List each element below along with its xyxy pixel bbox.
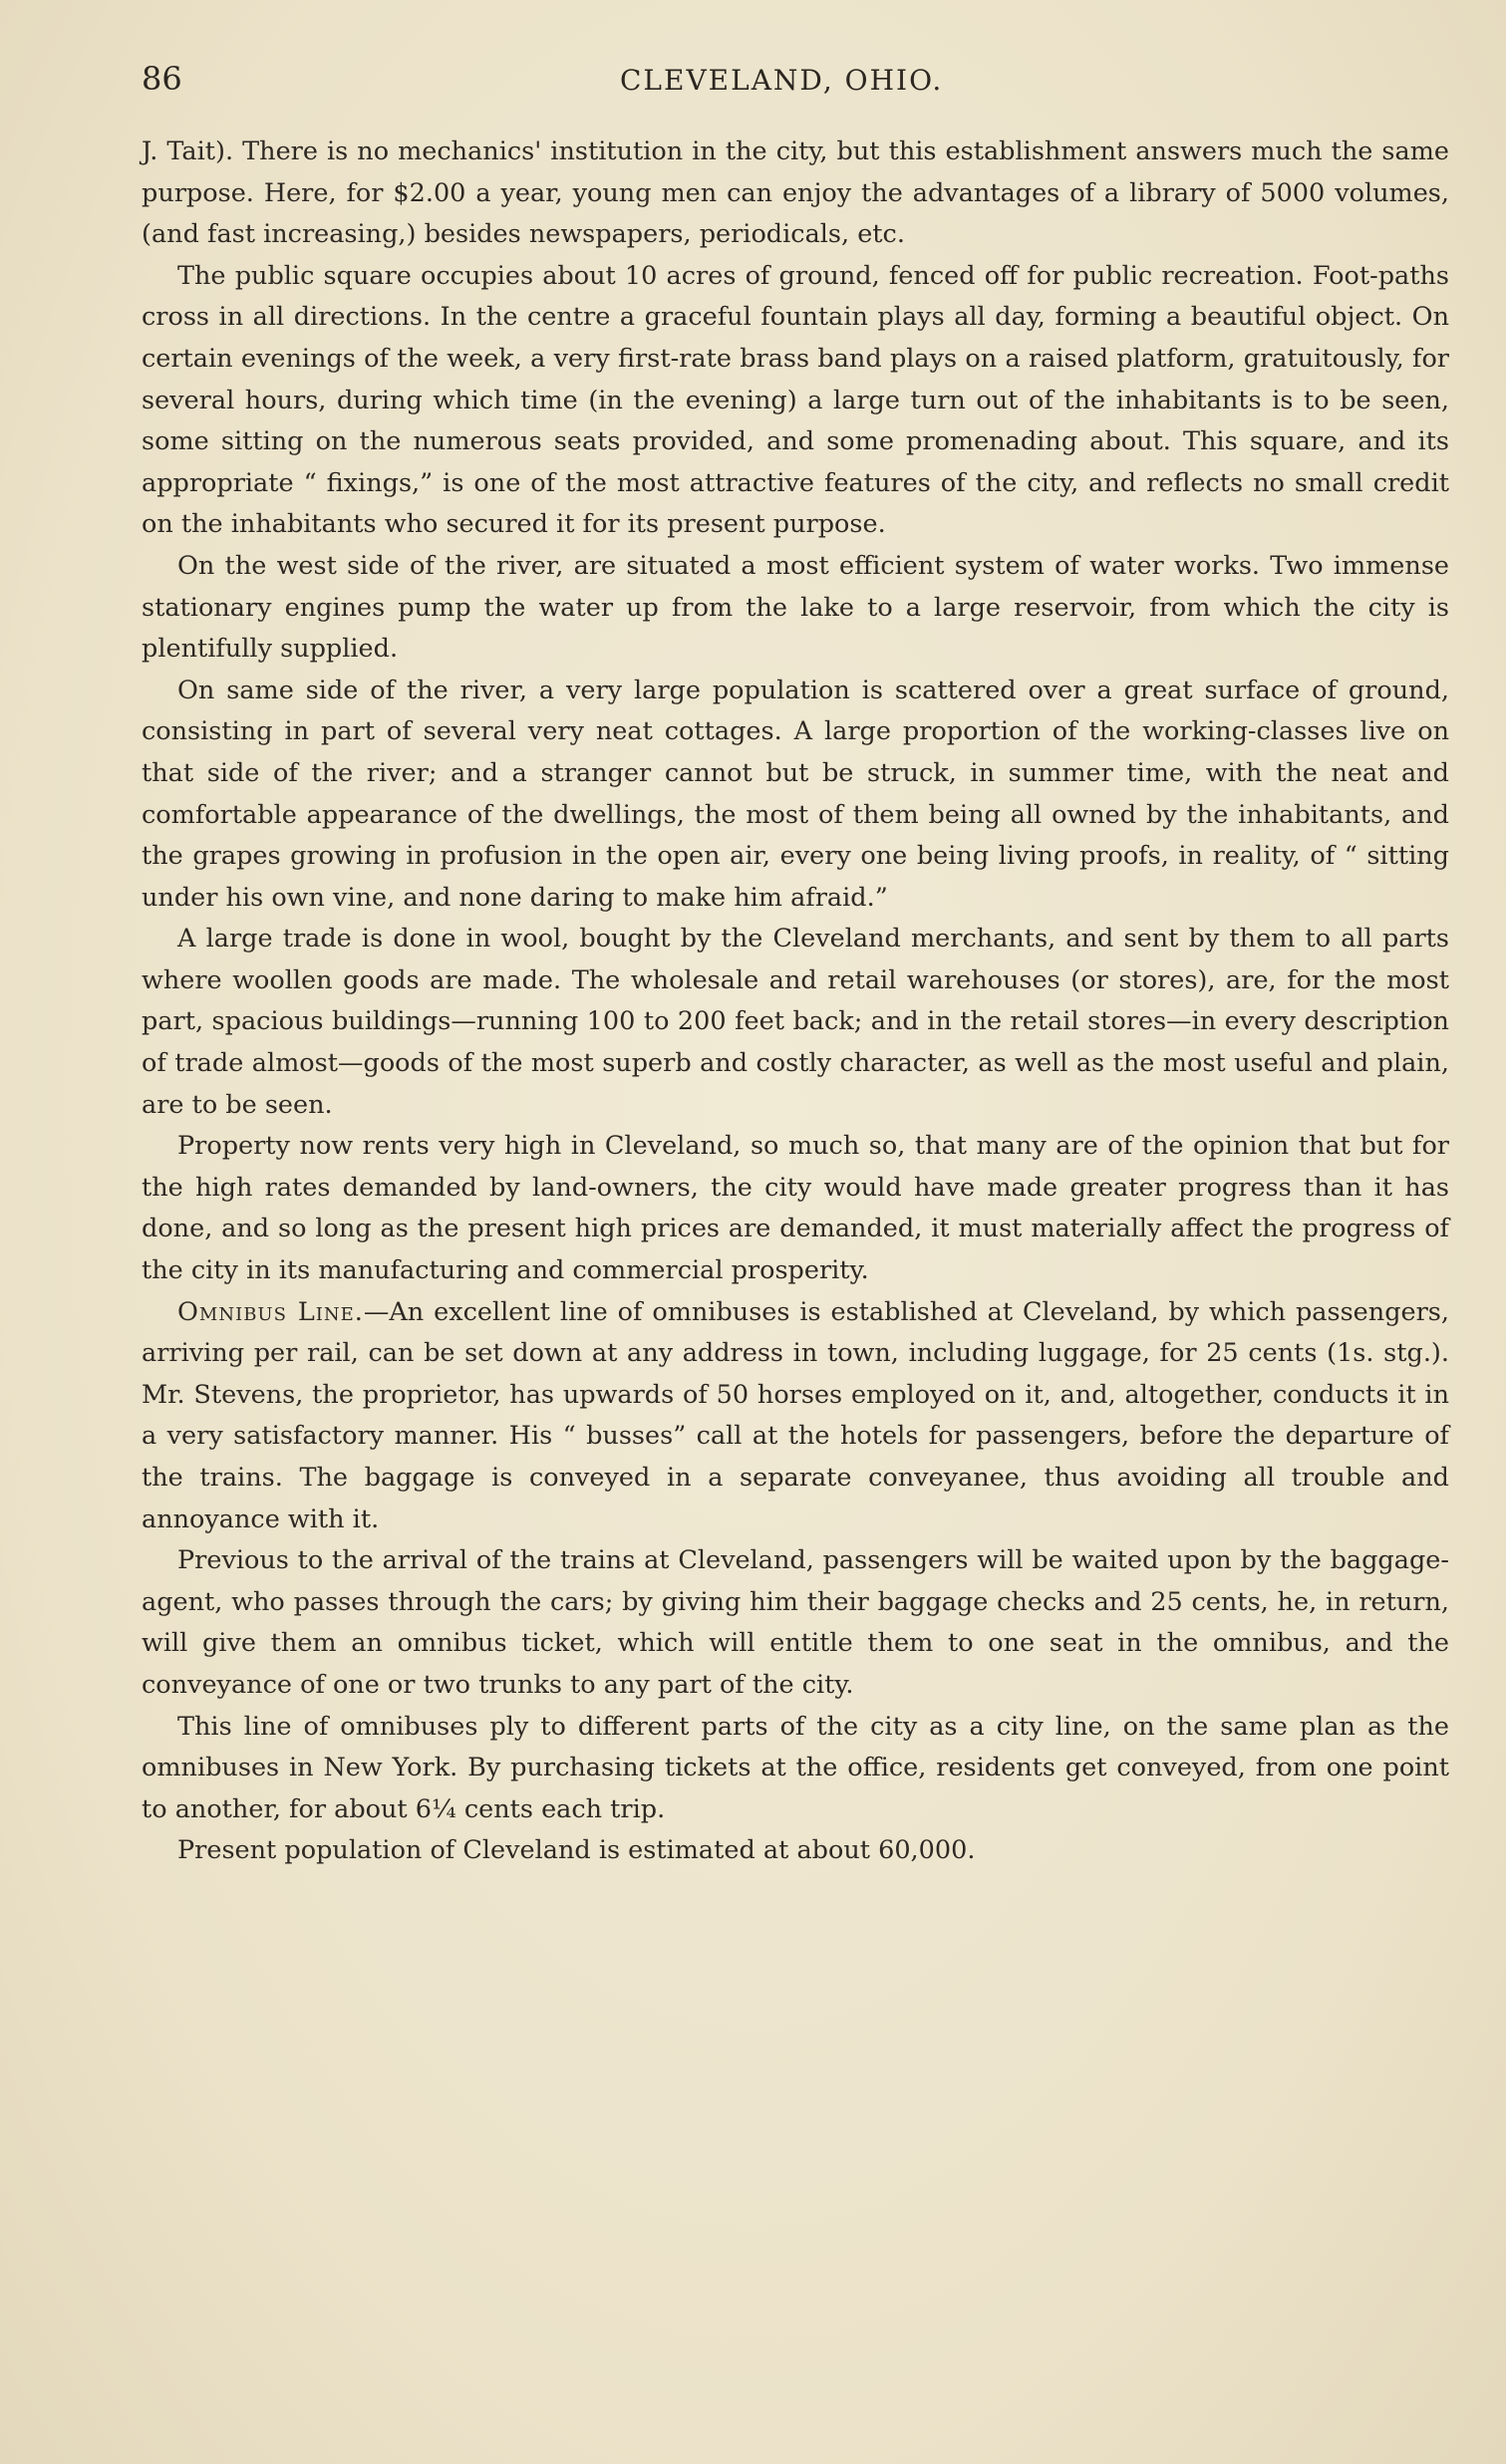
page-number: 86 <box>142 60 182 98</box>
paragraph-library: J. Tait). There is no mechanics' institution in the city, but this establishment answers much the same purpose. Here, for $2.00 a year, young men can enjoy the advantages of a library of 5000 volumes, (and fast increasing,) besides newspapers, periodicals, etc. <box>142 137 1449 250</box>
paragraph-omnibus-line <box>142 1292 1449 1541</box>
paragraph-west-side: On same side of the river, a very large population is scattered over a great surface of ground, consisting in part of several very neat cottages. A large proportion of the working-classes live on that side of the river; and a stranger cannot but be struck, in summer time, with the neat and comfortable appearance of the dwellings, the most of them being all owned by the inhabitants, and the grapes growing in profusion in the open air, every one being living proofs, in reality, of “ sitting under his own vine, and none daring to make him afraid.” <box>142 675 1449 913</box>
paragraph-baggage: Previous to the arrival of the trains at Cleveland, passengers will be waited upon by the baggage-agent, who passes through the cars; by giving him their baggage checks and 25 cents, he, in return, will give them an omnibus ticket, which will entitle them to one seat in the omnibus, and the conveyance of one or two trunks to any part of the city. <box>142 1545 1449 1700</box>
paragraph-city-line: This line of omnibuses ply to different parts of the city as a city line, on the same plan as the omnibuses in New York. By purchasing tickets at the office, residents get conveyed, from one point to another, for about 6¼ cents each trip. <box>142 1711 1449 1824</box>
running-head: CLEVELAND, OHIO. <box>620 64 944 97</box>
omnibus-line-heading: Omnibus Line. <box>177 1296 364 1327</box>
paragraph-public-square: The public square occupies about 10 acres of ground, fenced off for public recreation. Foot-paths cross in all directions. In the centre a graceful fountain plays all day, forming a beautiful object. On certain evenings of the week, a very first-rate brass band plays on a raised platform, gratuitously, for several hours, during which time (in the evening) a large turn out of the inhabitants is to be seen, some sitting on the numerous seats provided, and some promenading about. This square, and its appropriate “ fixings,” is one of the most attractive features of the city, and reflects no small credit on the inhabitants who secured it for its present purpose. <box>142 260 1449 540</box>
paragraph-water-works: On the west side of the river, are situated a most efficient system of water works. Two immense stationary engines pump the water up from the lake to a large reservoir, from which the city is plentifully supplied. <box>142 550 1449 665</box>
page-header <box>142 60 1457 110</box>
omnibus-line-text: —An excellent line of omnibuses is established at Cleveland, by which passengers, arriving per rail, can be set down at any address in town, including luggage, for 25 cents (1s. stg.). Mr. Stevens, the proprietor, has upwards of 50 horses employed on it, and, altogether, conducts it in a very satisfactory manner. His “ busses” call at the hotels for passengers, before the departure of the trains. The baggage is conveyed in a separate conveyanee, thus avoiding all trouble and annoyance with it. <box>142 1296 1449 1534</box>
paragraph-wool-trade: A large trade is done in wool, bought by the Cleveland merchants, and sent by them to all parts where woollen goods are made. The wholesale and retail warehouses (or stores), are, for the most part, spacious buildings—running 100 to 200 feet back; and in the retail stores—in every description of trade almost—goods of the most superb and costly character, as well as the most useful and plain, are to be seen. <box>142 924 1449 1120</box>
body-text <box>142 132 1449 1872</box>
paragraph-property: Property now rents very high in Cleveland, so much so, that many are of the opinion that but for the high rates demanded by land-owners, the city would have made greater progress than it has done, and so long as the present high prices are demanded, it must materially affect the progress of the city in its manufacturing and commercial prosperity. <box>142 1131 1449 1286</box>
paragraph-population: Present population of Cleveland is estimated at about 60,000. <box>177 1835 976 1866</box>
